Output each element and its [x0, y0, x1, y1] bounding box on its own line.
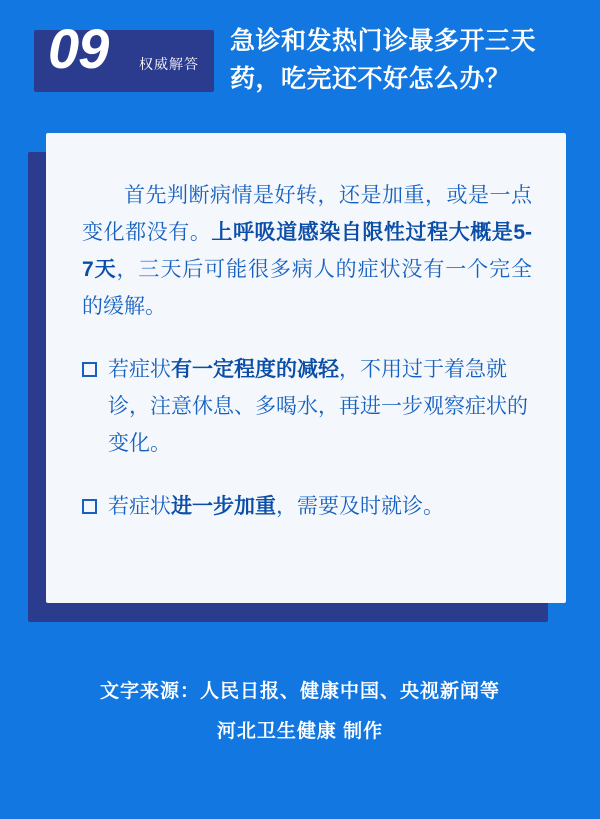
answer-paragraph — [82, 177, 532, 325]
section-number: 09 — [48, 17, 109, 80]
answer-paragraph-part2: ，三天后可能很多病人的症状没有一个完全的缓解。 — [82, 258, 532, 318]
footer-source: 文字来源：人民日报、健康中国、央视新闻等 — [99, 681, 500, 702]
answer-card — [46, 133, 566, 603]
footer-producer: 河北卫生健康 制作 — [216, 721, 384, 742]
checkbox-icon — [82, 362, 97, 377]
list-item-part2: ，需要及时就诊。 — [276, 495, 444, 518]
list-item-text — [108, 351, 532, 462]
list-item-part1: 若症状 — [108, 358, 171, 381]
answer-paragraph-part1: 首先判断病情是好转，还是加重，或是一点变化都没有。 — [82, 184, 532, 244]
list-item-bold: 进一步加重 — [171, 495, 276, 518]
footer — [0, 672, 600, 752]
section-caption: 权威解答 — [139, 56, 199, 72]
header — [34, 17, 574, 104]
card-content — [82, 177, 532, 525]
list-item — [82, 351, 532, 462]
list-item-part2: ，不用过于着急就诊，注意休息、多喝水，再进一步观察症状的变化。 — [108, 358, 528, 455]
list-item — [82, 488, 532, 525]
list-item-bold: 有一定程度的减轻 — [171, 358, 339, 381]
checkbox-icon — [82, 499, 97, 514]
list-item-part1: 若症状 — [108, 495, 171, 518]
answer-paragraph-bold: 上呼吸道感染自限性过程大概是5-7天 — [82, 221, 533, 281]
list-item-text — [108, 488, 532, 525]
page-title: 急诊和发热门诊最多开三天药，吃完还不好怎么办？ — [230, 27, 537, 93]
